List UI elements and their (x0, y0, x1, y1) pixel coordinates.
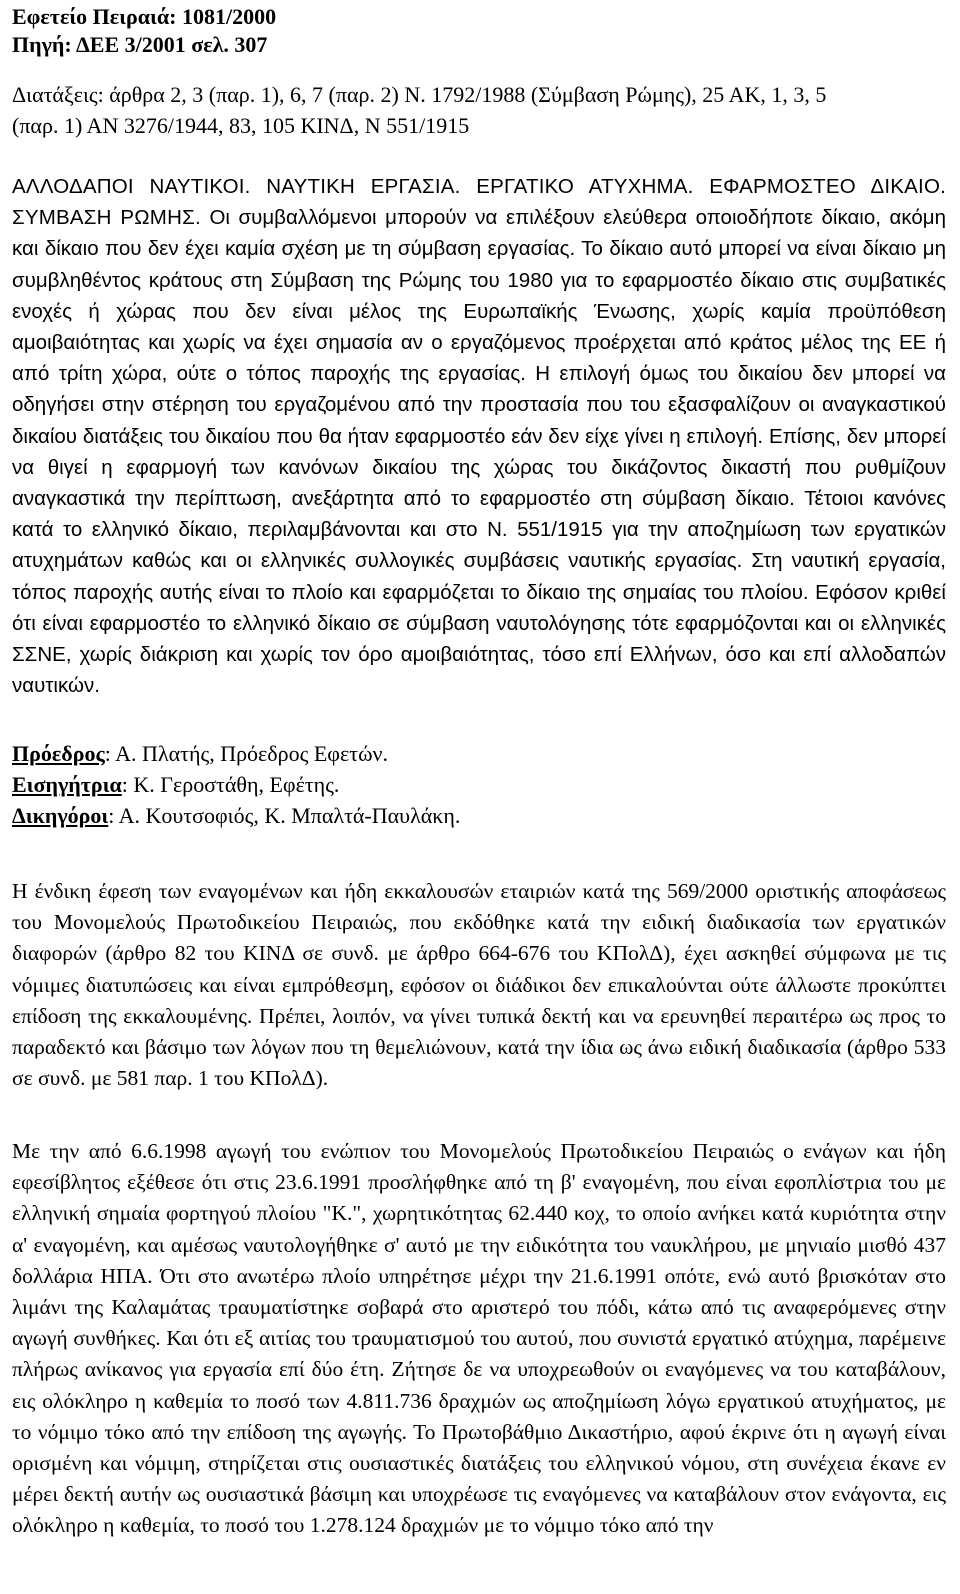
president-value: : Α. Πλατής, Πρόεδρος Εφετών. (104, 741, 388, 766)
lawyers-label: Δικηγόροι (12, 803, 109, 828)
rapporteur-label: Εισηγήτρια (12, 772, 122, 797)
president-label: Πρόεδρος (12, 741, 105, 766)
role-president (12, 738, 388, 769)
role-rapporteur (12, 769, 339, 800)
summary-keywords: ΑΛΛΟΔΑΠΟΙ ΝΑΥΤΙΚΟΙ. ΝΑΥΤΙΚΗ ΕΡΓΑΣΙΑ. ΕΡΓΑΤΙΚΟ ΑΤΥΧΗΜΑ. ΕΦΑΡΜΟΣΤΕΟ ΔΙΚΑΙΟ. ΣΥΜΒΑΣΗ ΡΩΜΗΣ. (12, 175, 946, 230)
rapporteur-value: : Κ. Γεροστάθη, Εφέτης. (121, 772, 340, 797)
lawyers-value: : Α. Κουτσοφιός, Κ. Μπαλτά-Παυλάκη. (108, 803, 461, 828)
body-paragraph-2: Με την από 6.6.1998 αγωγή του ενώπιον του Μονομελούς Πρωτοδικείου Πειραιώς ο ενάγων και ήδη εφεσίβλητος εξέθεσε ότι στις 23.6.1991 προσλήφθηκε από τη β' εναγομένη, που είναι εφοπλίστρια του με ελληνική σημαία φορτηγού πλοίου "Κ.", χωρητικότητας 62.440 κοχ, το οποίο ανήκει κατά κυριότητα στην α' εναγομένη, και αμέσως ναυτολογήθηκε σ' αυτό με την ειδικότητα του ναυκλήρου, με μηνιαίο μισθό 437 δολλάρια ΗΠΑ. Ότι στο ανωτέρω πλοίο υπηρέτησε μέχρι την 21.6.1991 οπότε, ενώ αυτό βρισκόταν στο λιμάνι της Καλαμάτας τραυματίστηκε σοβαρά στο αριστερό του πόδι, κάτω από τις αναφερόμενες στην αγωγή συνθήκες. Και ότι εξ αιτίας του τραυματισμού του αυτού, που συνιστά εργατικό ατύχημα, παρέμεινε πλήρως ανίκανος για εργασία επί δύο έτη. Ζήτησε δε να υποχρεωθούν οι εναγόμενες να του καταβάλουν, εις ολόκληρο η καθεμία το ποσό των 4.811.736 δραχμών ως αποζημίωση λόγω εργατικού ατυχήματος, με το νόμιμο τόκο από την επίδοση της αγωγής. Το Πρωτοβάθμιο Δικαστήριο, αφού έκρινε ότι η αγωγή είναι ορισμένη και νόμιμη, στηρίζεται στις ουσιαστικές διατάξεις του ελληνικού νόμου, στη συνέχεια έκανε εν μέρει δεκτή αυτήν ως ουσιαστικά βάσιμη και υποχρέωσε τις εναγόμενες να καταβάλουν στον ενάγοντα, εις ολόκληρο η καθεμία, το ποσό του 1.278.124 δραχμών με το νόμιμο τόκο από την (12, 1139, 946, 1538)
source-citation: Πηγή: ΔΕΕ 3/2001 σελ. 307 (12, 32, 268, 57)
summary-text: Οι συμβαλλόμενοι μπορούν να επιλέξουν ελεύθερα οποιοδήποτε δίκαιο, ακόμη και δίκαιο που δεν έχει καμία σχέση με τη σύμβαση εργασίας. Το δίκαιο αυτό μπορεί να είναι δίκαιο μη συμβληθέντος κράτους στη Σύμβαση της Ρώμης του 1980 για το εφαρμοστέο δίκαιο στις συμβατικές ενοχές ή χώρας που δεν είναι μέλος της Ευρωπαϊκής Ένωσης, χωρίς καμία προϋπόθεση αμοιβαιότητας και χωρίς να έχει σημασία αν ο εργαζόμενος προέρχεται από κράτος μέλος της ΕΕ ή από τρίτη χώρα, ούτε ο τόπος παροχής της εργασίας. Η επιλογή όμως του δικαίου δεν μπορεί να οδηγήσει στην στέρηση του εργαζομένου από την προστασία που του εξασφαλίζουν οι αναγκαστικού δικαίου διατάξεις του δικαίου που θα ήταν εφαρμοστέο εάν δεν είχε γίνει η επιλογή. Επίσης, δεν μπορεί να θιγεί η εφαρμογή των κανόνων δικαίου της χώρας του δικάζοντος δικαστή που ρυθμίζουν αναγκαστικά την περίπτωση, ανεξάρτητα από το εφαρμοστέο στη σύμβαση δίκαιο. Τέτοιοι κανόνες κατά το ελληνικό δίκαιο, περιλαμβάνονται και στο Ν. 551/1915 για την αποζημίωση των εργατικών ατυχημάτων καθώς και οι ελληνικές συλλογικές συμβάσεις ναυτικής εργασίας. Στη ναυτική εργασία, τόπος παροχής αυτής είναι το πλοίο και εφαρμόζεται το δίκαιο της σημαίας του πλοίου. Εφόσον κριθεί ότι είναι εφαρμοστέο το ελληνικό δίκαιο σε σύμβαση ναυτολόγησης τότε εφαρμόζονται και οι ελληνικές ΣΣΝΕ, χωρίς διάκριση και χωρίς τον όρο αμοιβαιότητας, τόσο επί Ελλήνων, όσο και επί αλλοδαπών ναυτικών. (12, 206, 946, 698)
provisions-line-2: (παρ. 1) ΑΝ 3276/1944, 83, 105 ΚΙΝΔ, Ν 551/1915 (12, 113, 470, 138)
body-paragraph-1: Η ένδικη έφεση των εναγομένων και ήδη εκκαλουσών εταιριών κατά της 569/2000 οριστικής αποφάσεως του Μονομελούς Πρωτοδικείου Πειραιώς, που εκδόθηκε κατά την ειδική διαδικασία των εργατικών διαφορών (άρθρο 82 του ΚΙΝΔ σε συνδ. με άρθρο 664-676 του ΚΠολΔ), έχει ασκηθεί σύμφωνα με τις νόμιμες διατυπώσεις και είναι εμπρόθεσμη, εφόσον οι διάδικοι δεν επικαλούνται ούτε άλλωστε προκύπτει επίδοση της εκκαλουμένης. Πρέπει, λοιπόν, να γίνει τυπικά δεκτή και να ερευνηθεί περαιτέρω ως προς το παραδεκτό και βάσιμο των λόγων που τη θεμελιώνουν, κατά την ίδια ως άνω ειδική διαδικασία (άρθρο 533 σε συνδ. με 581 παρ. 1 του ΚΠολΔ). (12, 879, 946, 1091)
court-decision-title: Εφετείο Πειραιά: 1081/2000 (12, 4, 277, 29)
summary-paragraph (12, 171, 946, 701)
role-lawyers (12, 800, 460, 831)
provisions-line-1: Διατάξεις: άρθρα 2, 3 (παρ. 1), 6, 7 (παρ. 2) Ν. 1792/1988 (Σύμβαση Ρώμης), 25 ΑΚ, 1, 3, 5 (12, 82, 827, 107)
